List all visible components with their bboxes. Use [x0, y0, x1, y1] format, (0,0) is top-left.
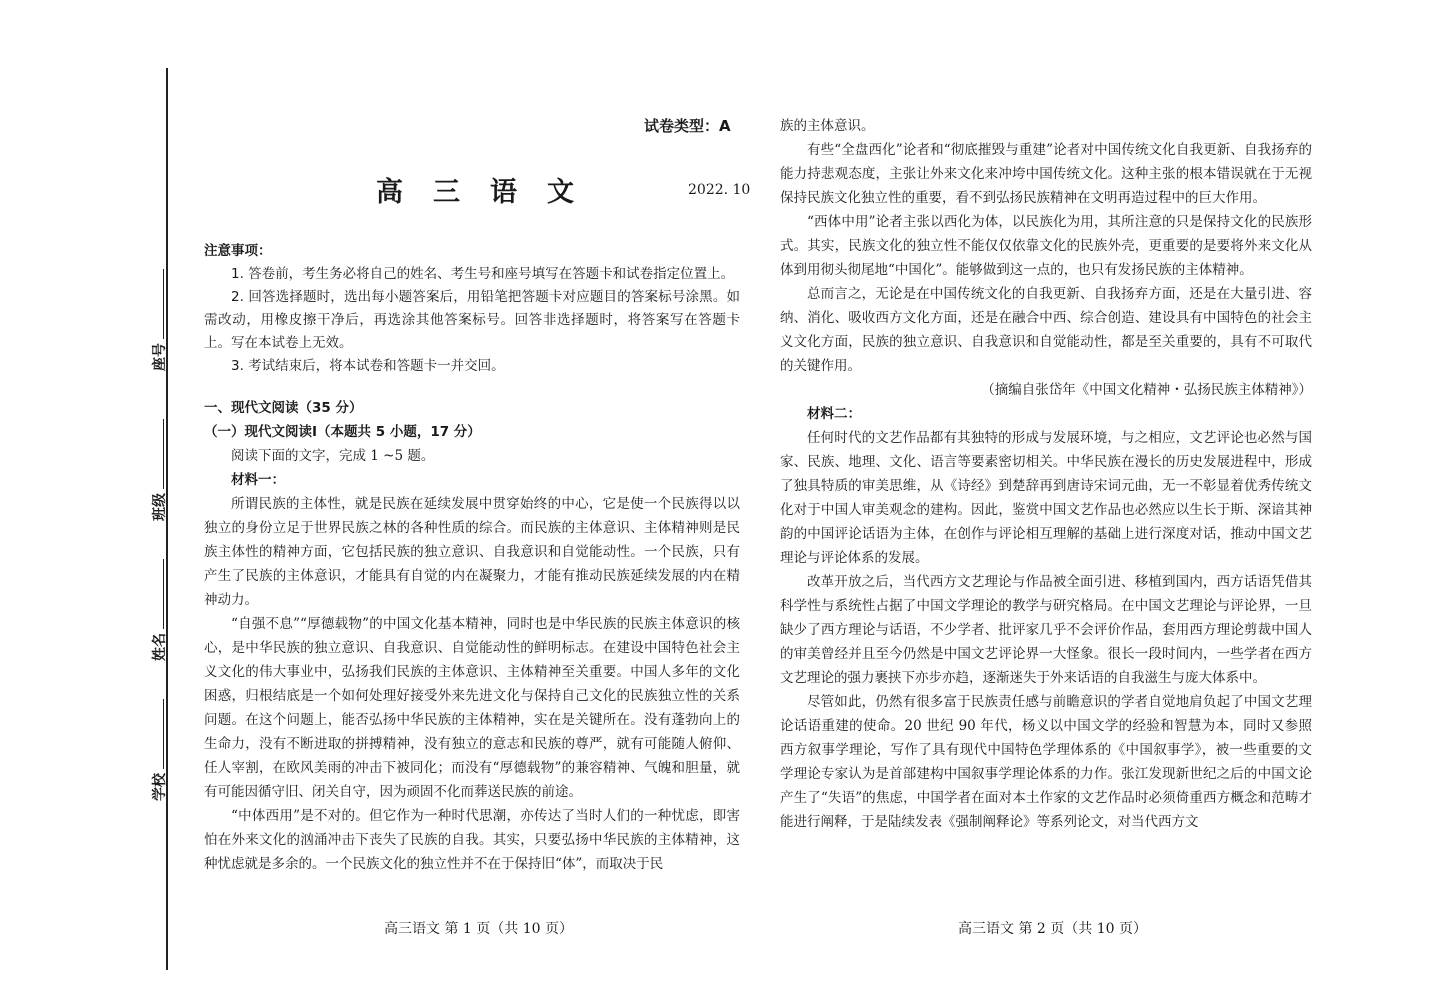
paragraph: 任何时代的文艺作品都有其独特的形成与发展环境，与之相应，文艺评论也必然与国家、民族、地理、文化、语言等要素密切相关。中华民族在漫长的历史发展进程中，形成了独具特质的审美思维，从《诗经》到楚辞再到唐诗宋词元曲，无一不彰显着优秀传统文化对于中国人审美观念的建构。因此，鉴赏中国文艺作品也必然应以生长于斯、深谙其神韵的中国评论话语为主体，在创作与评论相互理解的基础上进行深度对话，推动中国文艺理论与评论体系的发展。 — [780, 430, 1312, 566]
paragraph: 尽管如此，仍然有很多富于民族责任感与前瞻意识的学者自觉地肩负起了中国文艺理论话语重建的使命。20 世纪 90 年代，杨义以中国文学的经验和智慧为本，同时又参照西方叙事学理论，写作了具有现代中国特色学理体系的《中国叙事学》，被一些重要的文学理论专家认为是首部建构中国叙事学理论体系的力作。张江发现新世纪之后的中国文论产生了“失语”的焦虑，中国学者在面对本土作家的文艺作品时必须倚重西方概念和范畴才能进行阐释，于是陆续发表《强制阐释论》等系列论文，对当代西方文 — [780, 694, 1312, 830]
sub-section-heading: （一）现代文阅读Ⅰ（本题共 5 小题，17 分） — [204, 424, 481, 440]
seat-field — [149, 269, 169, 371]
school-field — [149, 699, 169, 801]
class-blank — [151, 419, 164, 489]
material2-label: 材料二： — [807, 406, 861, 422]
material1-label: 材料一： — [231, 472, 285, 488]
paragraph: “自强不息”“厚德载物”的中国文化基本精神，同时也是中华民族的民族主体意识的核心，是中华民族的独立意识、自我意识、自觉能动性的鲜明标志。在建设中国特色社会主义文化的伟大事业中，弘扬我们民族的主体意识、主体精神至关重要。中国人多年的文化困惑，归根结底是一个如何处理好接受外来先进文化与保持自己文化的民族独立性的关系问题。在这个问题上，能否弘扬中华民族的主体精神，实在是关键所在。没有蓬勃向上的生命力，没有不断进取的拼搏精神，没有独立的意志和民族的尊严，就有可能随人俯仰、任人宰割，在欧风美雨的冲击下被同化；而没有“厚德载物”的兼容精神、气魄和胆量，就有可能因循守旧、闭关自守，因为顽固不化而葬送民族的前途。 — [204, 616, 740, 800]
section-heading: 一、现代文阅读（35 分） — [204, 400, 363, 416]
class-field — [149, 419, 169, 521]
notice-block — [204, 240, 740, 378]
paper-type: 试卷类型：A — [644, 117, 731, 135]
paragraph: 总而言之，无论是在中国传统文化的自我更新、自我扬弃方面，还是在大量引进、容纳、消化、吸收西方文化方面，还是在融合中西、综合创造、建设具有中国特色的社会主义文化方面，民族的独立意识、自我意识和自觉能动性，都是至关重要的，具有不可取代的关键作用。 — [780, 286, 1312, 374]
class-label: 班级 — [152, 493, 168, 521]
notice-heading: 注意事项： — [204, 243, 272, 259]
school-label: 学校 — [152, 773, 168, 801]
paragraph: 改革开放之后，当代西方文艺理论与作品被全面引进、移植到国内，西方话语凭借其科学性与系统性占据了中国文学理论的教学与研究格局。在中国文艺理论与评论界，一旦缺少了西方理论与话语，不少学者、批评家几乎不会评价作品，套用西方理论剪裁中国人的审美曾经并且至今仍然是中国文艺评论界一大怪象。很长一段时间内，一些学者在西方文艺理论的强力裹挟下亦步亦趋，逐渐迷失于外来话语的自我滋生与庞大体系中。 — [780, 574, 1312, 686]
paragraph: 有些“全盘西化”论者和“彻底摧毁与重建”论者对中国传统文化自我更新、自我扬弃的能力持悲观态度，主张让外来文化来冲垮中国传统文化。这种主张的根本错误就在于无视保持民族文化独立性的重要，看不到弘扬民族精神在文明再造过程中的巨大作用。 — [780, 142, 1312, 206]
source-citation: （摘编自张岱年《中国文化精神・弘扬民族主体精神》） — [981, 382, 1312, 398]
right-column — [780, 114, 1312, 834]
page-title: 高三语文 — [376, 177, 604, 208]
paragraph: “西体中用”论者主张以西化为体，以民族化为用，其所注意的只是保持文化的民族形式。其实，民族文化的独立性不能仅仅依靠文化的民族外壳，更重要的是要将外来文化从体到用彻头彻尾地“中国化”。能够做到这一点的，也只有发扬民族的主体精神。 — [780, 214, 1312, 278]
instruction: 阅读下面的文字，完成 1 ~5 题。 — [231, 448, 435, 464]
name-blank — [151, 559, 164, 629]
page-footer-left: 高三语文 第 1 页（共 10 页） — [384, 921, 573, 937]
left-column — [204, 240, 740, 876]
page-footer-right: 高三语文 第 2 页（共 10 页） — [958, 921, 1147, 937]
notice-item: 1. 答卷前，考生务必将自己的姓名、考生号和座号填写在答题卡和试卷指定位置上。 — [231, 266, 735, 282]
paragraph: 所谓民族的主体性，就是民族在延续发展中贯穿始终的中心，它是使一个民族得以以独立的身份立足于世界民族之林的各种性质的综合。而民族的主体意识、主体精神则是民族主体性的精神方面，它包括民族的独立意识、自我意识和自觉能动性。一个民族，只有产生了民族的主体意识，才能具有自觉的内在凝聚力，才能有推动民族延续发展的内在精神动力。 — [204, 496, 740, 608]
name-label: 姓名 — [152, 633, 168, 661]
notice-item: 2. 回答选择题时，选出每小题答案后，用铅笔把答题卡对应题目的答案标号涂黑。如需改动，用橡皮擦干净后，再选涂其他答案标号。回答非选择题时，将答案写在答题卡上。写在本试卷上无效。 — [204, 289, 740, 351]
paragraph: “中体西用”是不对的。但它作为一种时代思潮，亦传达了当时人们的一种忧虑，即害怕在外来文化的汹涌冲击下丧失了民族的自我。其实，只要弘扬中华民族的主体精神，这种忧虑就是多余的。一个民族文化的独立性并不在于保持旧“体”，而取决于民 — [204, 808, 740, 872]
exam-date: 2022. 10 — [688, 182, 751, 198]
notice-item: 3. 考试结束后，将本试卷和答题卡一并交回。 — [231, 358, 505, 374]
school-blank — [151, 699, 164, 769]
name-field — [149, 559, 169, 661]
seat-blank — [151, 269, 164, 339]
seat-label: 座号 — [152, 343, 168, 371]
paragraph: 族的主体意识。 — [780, 118, 875, 134]
